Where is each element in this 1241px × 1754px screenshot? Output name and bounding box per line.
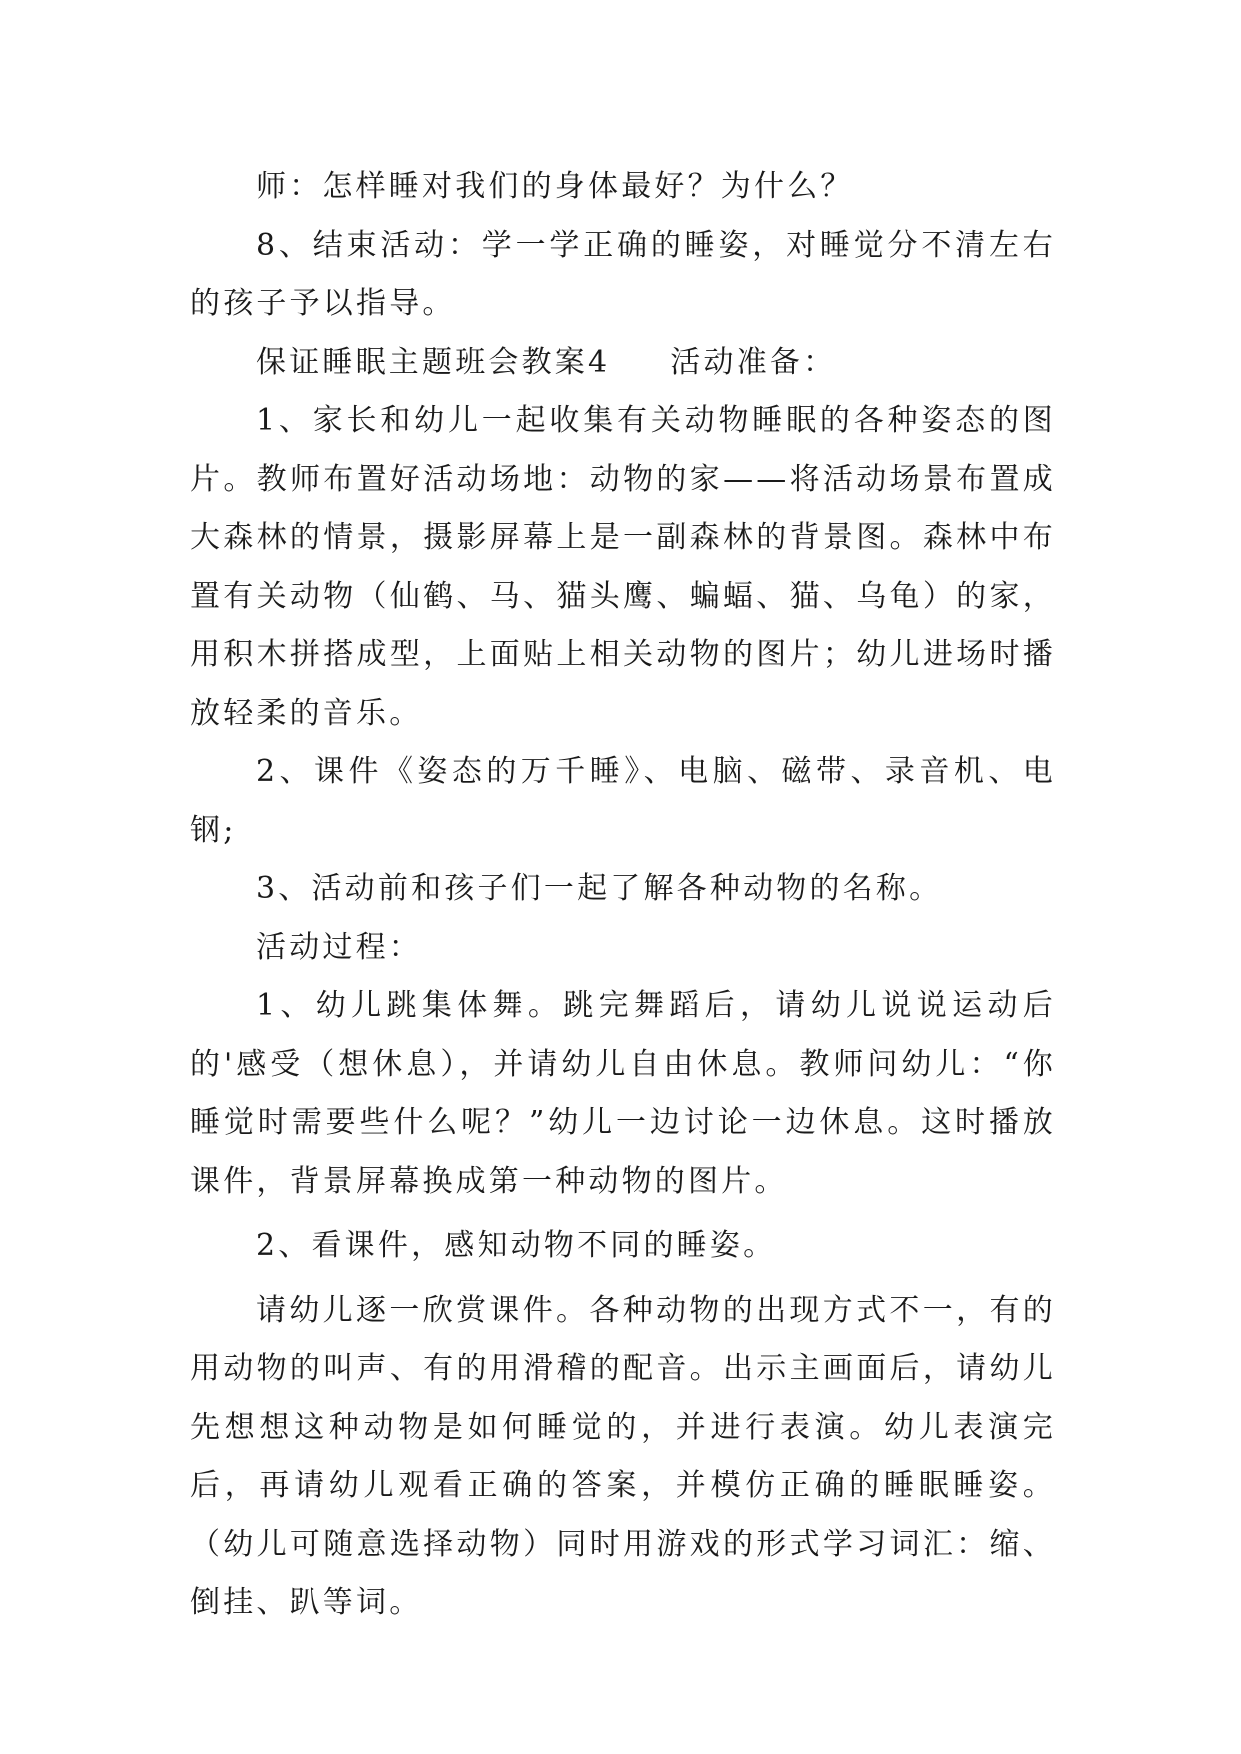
document-body <box>190 158 1056 1633</box>
lesson-plan-title: 保证睡眠主题班会教案4 <box>256 344 611 380</box>
paragraph-prep-1: 1、家长和幼儿一起收集有关动物睡眠的各种姿态的图片。教师布置好活动场地：动物的家——将活动场景布置成大森林的情景，摄影屏幕上是一副森林的背景图。森林中布置有关动物（仙鹤、马、猫头鹰、蝙蝠、猫、乌龟）的家，用积木拼搭成型，上面贴上相关动物的图片；幼儿进场时播放轻柔的音乐。 <box>190 403 1056 731</box>
paragraph-prep-3: 3、活动前和孩子们一起了解各种动物的名称。 <box>256 871 943 906</box>
activity-process-label: 活动过程： <box>256 929 422 965</box>
section-heading <box>190 334 1056 393</box>
paragraph-step-8: 8、结束活动：学一学正确的睡姿，对睡觉分不清左右的孩子予以指导。 <box>190 227 1056 321</box>
paragraph-prep-2: 2、课件《姿态的万千睡》、电脑、磁带、录音机、电钢; <box>190 754 1056 848</box>
activity-preparation-label: 活动准备： <box>670 344 837 380</box>
paragraph-process-2: 2、看课件，感知动物不同的睡姿。 <box>256 1228 777 1263</box>
paragraph-process-1: 1、幼儿跳集体舞。跳完舞蹈后，请幼儿说说运动后的'感受（想休息），并请幼儿自由休息。教师问幼儿：“你睡觉时需要些什么呢？”幼儿一边讨论一边休息。这时播放课件，背景屏幕换成第一种动物的图片。 <box>190 988 1056 1199</box>
paragraph-courseware-appreciation: 请幼儿逐一欣赏课件。各种动物的出现方式不一，有的用动物的叫声、有的用滑稽的配音。出示主画面后，请幼儿先想想这种动物是如何睡觉的，并进行表演。幼儿表演完后，再请幼儿观看正确的答案，并模仿正确的睡眠睡姿。（幼儿可随意选择动物）同时用游戏的形式学习词汇：缩、倒挂、趴等词。 <box>190 1292 1056 1620</box>
paragraph-teacher-question: 师：怎样睡对我们的身体最好？为什么？ <box>256 169 854 204</box>
